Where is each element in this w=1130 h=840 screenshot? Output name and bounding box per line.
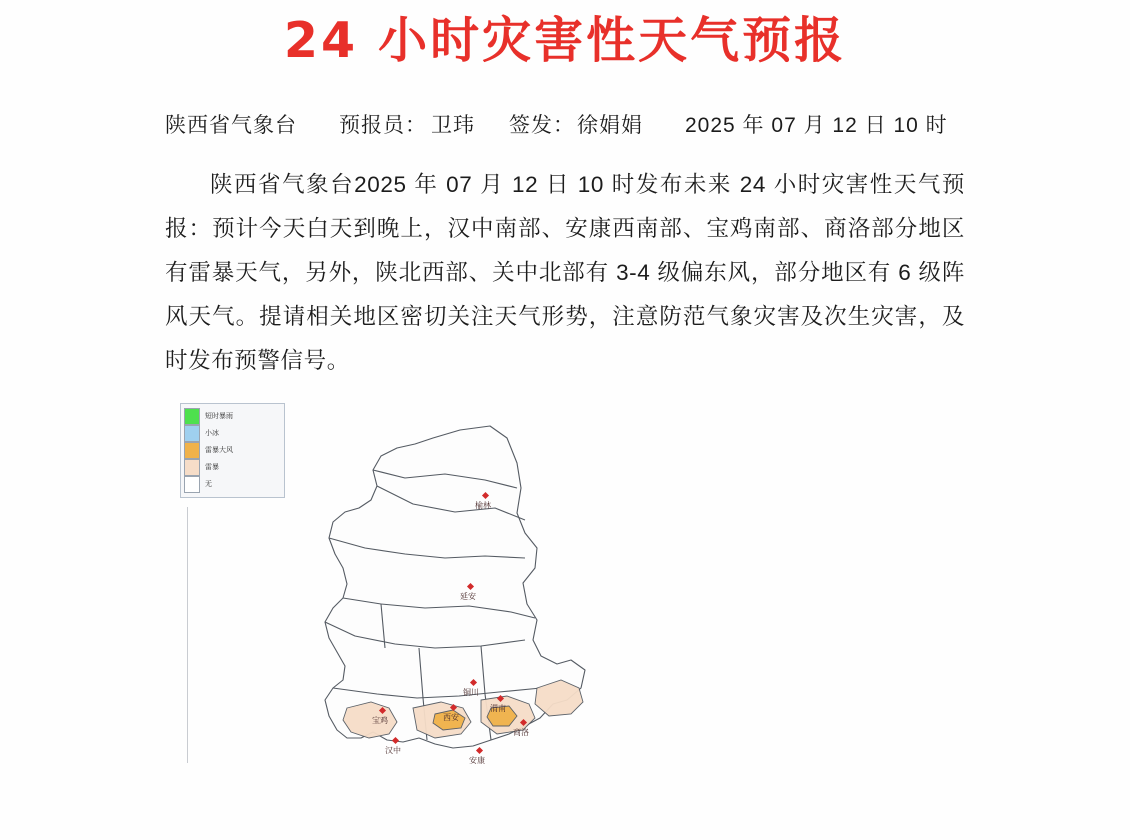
legend-item [184, 476, 281, 493]
city-label: 延安 [460, 591, 476, 601]
province-map-svg [285, 408, 685, 763]
forecast-body-text: 陕西省气象台2025 年 07 月 12 日 10 时发布未来 24 小时灾害性天气预报：预计今天白天到晚上，汉中南部、安康西南部、宝鸡南部、商洛部分地区有雷暴天气，另外，陕北西部、关中北部有 3-4 级偏东风，部分地区有 6 级阵风天气。提请相关地区密切关注天气形势，注意防范气象灾害及次生灾害，及时发布预警信号。 [165, 172, 965, 373]
meta-forecaster-name: 卫玮 [431, 114, 475, 138]
meta-datetime: 2025 年 07 月 12 日 10 时 [685, 114, 948, 138]
page-title: 24 小时灾害性天气预报 [283, 12, 847, 69]
meta-forecaster-label: 预报员： [339, 114, 427, 138]
legend-label: 短时暴雨 [205, 412, 233, 421]
city-label: 西安 [443, 712, 459, 722]
legend-swatch-thunderstorm [184, 459, 200, 476]
legend-swatch-hail [184, 425, 200, 442]
legend-item [184, 408, 281, 425]
city-label: 商洛 [513, 727, 529, 737]
legend-swatch-thunder-gale [184, 442, 200, 459]
city-label: 铜川 [463, 687, 479, 697]
legend-item [184, 425, 281, 442]
city-label: 榆林 [475, 500, 491, 510]
legend-label: 雷暴 [205, 463, 219, 472]
legend-label: 雷暴大风 [205, 446, 233, 455]
document-meta [165, 109, 965, 139]
city-label: 渭南 [490, 703, 506, 713]
city-label: 宝鸡 [372, 715, 388, 725]
map-legend [180, 403, 285, 498]
city-label: 汉中 [385, 745, 401, 755]
legend-swatch-short-heavy-rain [184, 408, 200, 425]
legend-swatch-none [184, 476, 200, 493]
shaanxi-province-map [285, 408, 685, 763]
meta-office: 陕西省气象台 [165, 114, 297, 138]
meta-issuer-label: 签发： [509, 114, 575, 138]
legend-label: 小冰 [205, 429, 219, 438]
meta-issuer-name: 徐娟娟 [577, 114, 643, 138]
legend-item [184, 442, 281, 459]
legend-label: 无 [205, 480, 212, 489]
legend-item [184, 459, 281, 476]
city-label: 安康 [469, 755, 485, 765]
legend-connector-line [187, 507, 188, 763]
map-figure [165, 403, 965, 763]
